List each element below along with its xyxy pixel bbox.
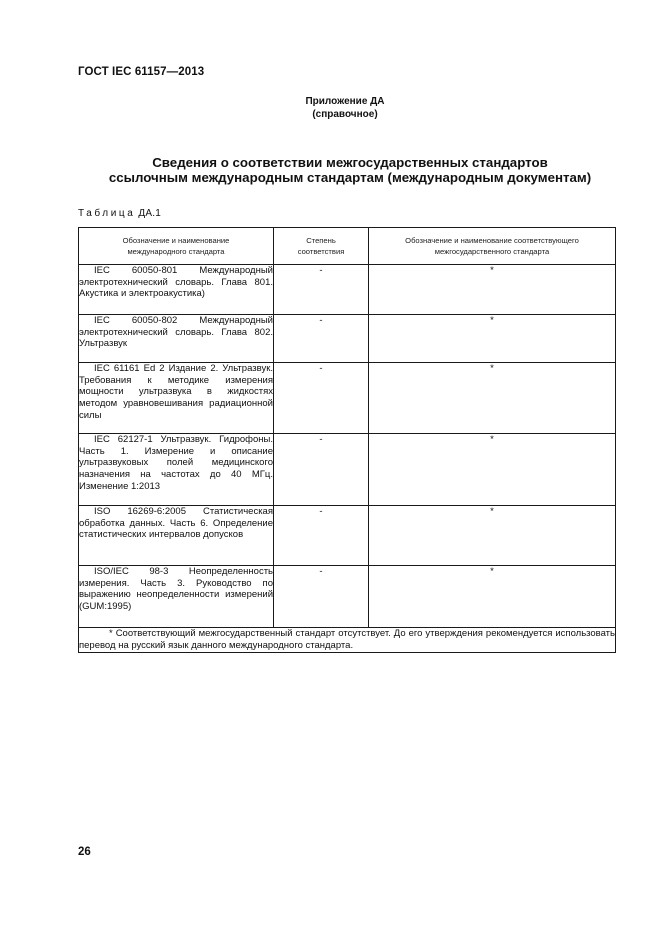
table-row [79, 315, 616, 363]
table-footnote-row [79, 628, 616, 653]
interstate-cell: * [369, 566, 616, 628]
interstate-cell: * [369, 434, 616, 506]
table-label-prefix: Таблица [78, 208, 136, 219]
appendix-title: Приложение ДА [305, 96, 385, 107]
degree-cell: - [274, 434, 369, 506]
standards-table [78, 227, 616, 653]
standard-cell: IEC 61161 Ed 2 Издание 2. Ультразвук. Требования к методике измерения мощности ультразвука в жидкостях методом уравновешивания радиационной силы [79, 363, 274, 434]
table-label-number: ДА.1 [138, 208, 161, 219]
table-row [79, 434, 616, 506]
degree-cell: - [274, 265, 369, 315]
interstate-cell: * [369, 506, 616, 566]
standard-cell: ISO/IEC 98-3 Неопределенность измерения. Часть 3. Руководство по выражению неопределенности измерений (GUM:1995) [79, 566, 274, 628]
interstate-cell: * [369, 363, 616, 434]
standard-cell: ISO 16269-6:2005 Статистическая обработка данных. Часть 6. Определение статистических интервалов допусков [79, 506, 274, 566]
document-title [90, 155, 610, 185]
interstate-cell: * [369, 315, 616, 363]
document-code: ГОСТ IEC 61157—2013 [78, 66, 205, 78]
table-row [79, 506, 616, 566]
table-row [79, 265, 616, 315]
appendix-heading [300, 95, 390, 121]
table-row [79, 566, 616, 628]
standard-cell: IEC 60050-801 Международный электротехнический словарь. Глава 801. Акустика и электроакустика) [79, 265, 274, 315]
appendix-subtitle: (справочное) [312, 109, 378, 120]
column-header-international: Обозначение и наименование международного стандарта [79, 228, 274, 265]
degree-cell: - [274, 315, 369, 363]
table-footnote: * Соответствующий межгосударственный стандарт отсутствует. До его утверждения рекомендуется использовать перевод на русский язык данного международного стандарта. [79, 628, 615, 651]
title-line-2: ссылочным международным стандартам (международным документам) [108, 170, 592, 185]
degree-cell: - [274, 363, 369, 434]
table-header-row [79, 228, 616, 265]
degree-cell: - [274, 566, 369, 628]
table-row [79, 363, 616, 434]
column-header-interstate: Обозначение и наименование соответствующего межгосударственного стандарта [369, 228, 616, 265]
page-number: 26 [78, 846, 91, 858]
title-line-1: Сведения о соответствии межгосударственных стандартов [152, 155, 548, 170]
standard-cell: IEC 60050-802 Международный электротехнический словарь. Глава 802. Ультразвук [79, 315, 274, 363]
degree-cell: - [274, 506, 369, 566]
table-label [78, 208, 161, 219]
column-header-degree: Степень соответствия [274, 228, 369, 265]
interstate-cell: * [369, 265, 616, 315]
standard-cell: IEC 62127-1 Ультразвук. Гидрофоны. Часть 1. Измерение и описание ультразвуковых полей медицинского назначения на частотах до 40 МГц. Изменение 1:2013 [79, 434, 274, 506]
